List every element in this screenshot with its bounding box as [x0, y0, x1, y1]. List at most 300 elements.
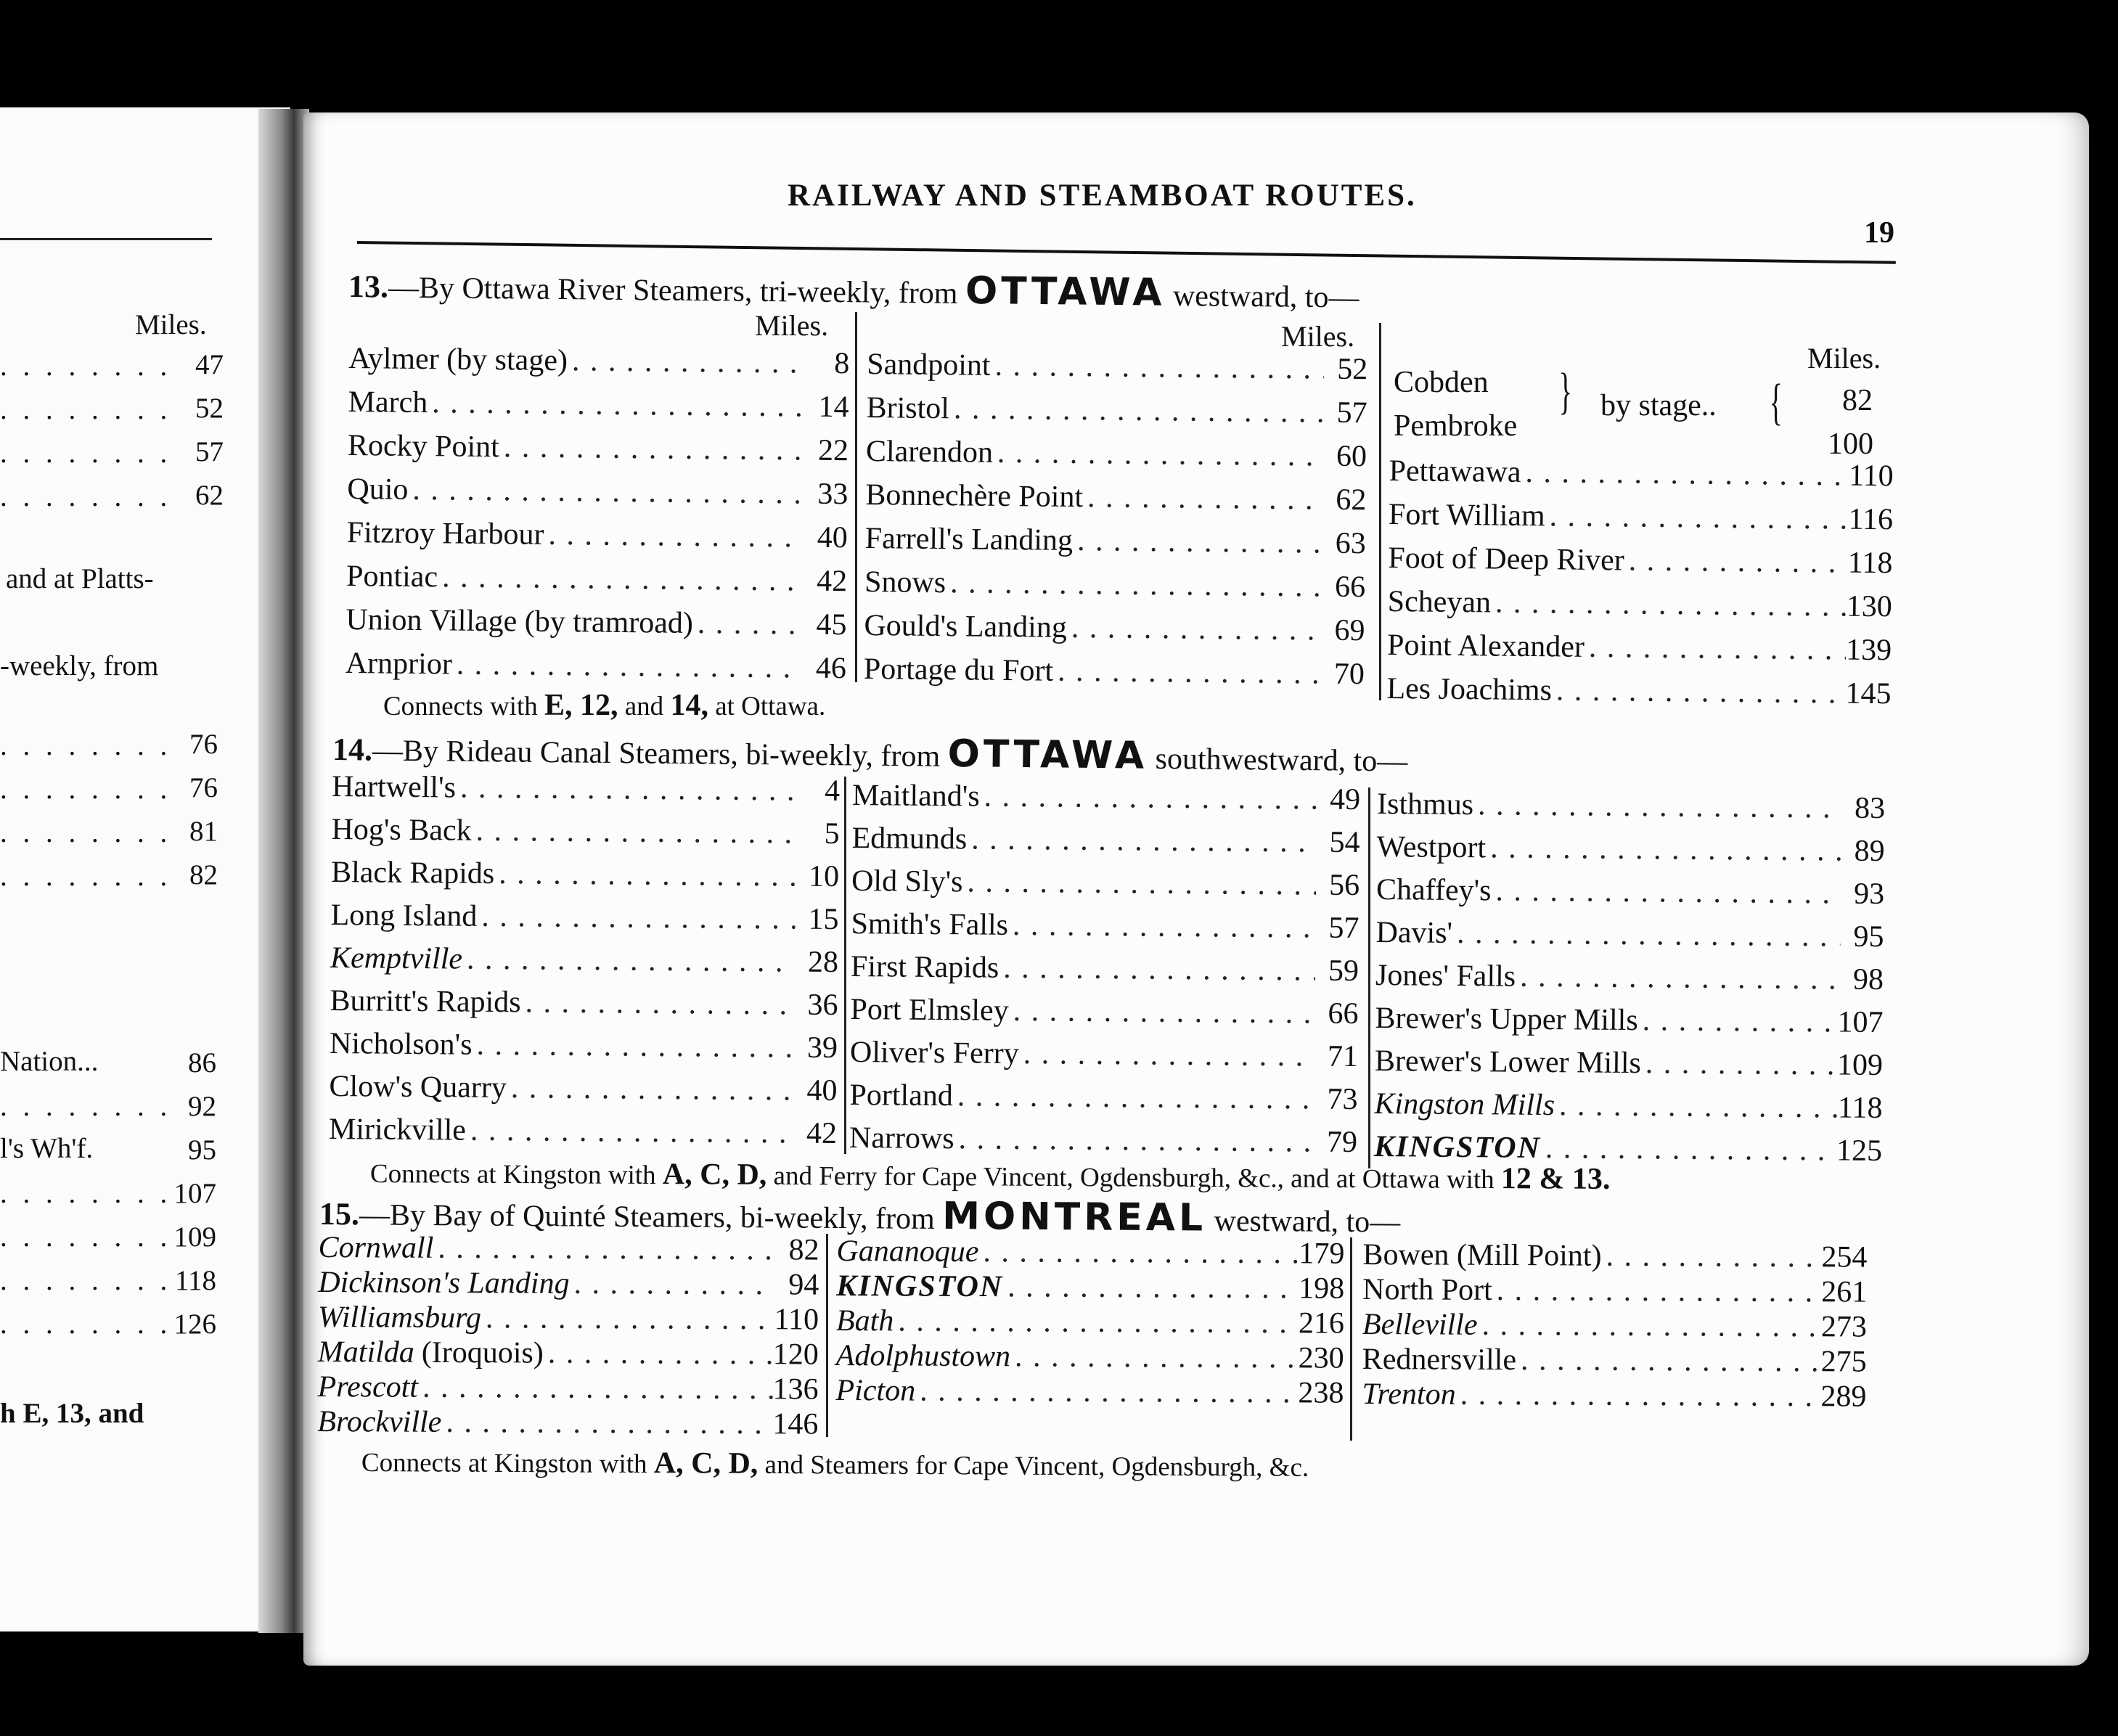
- route-row: [1389, 497, 1894, 546]
- connects-lines: 12 & 13.: [1500, 1162, 1611, 1196]
- stop-name: Bonnechère Point: [865, 478, 1084, 515]
- stop-name: Les Joachims: [1386, 671, 1553, 708]
- column-rule: [855, 312, 857, 682]
- route-row: [332, 769, 840, 816]
- stop-miles: 66: [1334, 570, 1366, 605]
- dot-leader: [441, 1405, 772, 1441]
- stop-miles: 261: [1821, 1275, 1868, 1309]
- dot-leader: [1516, 959, 1840, 997]
- miles-header: Miles.: [1281, 320, 1355, 353]
- section-15-col-1: [317, 1230, 819, 1442]
- route-row: [1375, 1001, 1883, 1048]
- route-row: [1374, 1086, 1882, 1134]
- left-miles: 62: [195, 480, 224, 511]
- stop-miles: 82: [1842, 384, 1873, 417]
- route-row: [330, 1026, 838, 1073]
- dot-leader: [1491, 873, 1841, 911]
- dot-leader: [993, 435, 1324, 474]
- stop-name: Scheyan: [1387, 584, 1492, 620]
- connects-lines: 14,: [670, 689, 708, 722]
- stop-name: Bath: [835, 1304, 894, 1338]
- route-row: [1362, 1307, 1867, 1345]
- stop-name: Foot of Deep River: [1388, 541, 1625, 578]
- column-rule: [844, 777, 846, 1154]
- left-miles: 57: [195, 436, 224, 467]
- route-row: [1362, 1272, 1867, 1310]
- section-lead: —By Rideau Canal Steamers, bi-weekly, from: [372, 734, 941, 774]
- stop-name: Rednersville: [1362, 1342, 1517, 1377]
- stop-miles: 238: [1298, 1376, 1344, 1410]
- route-row: [1376, 872, 1884, 920]
- stop-name: Isthmus: [1376, 787, 1474, 822]
- stop-miles: 118: [1847, 546, 1893, 581]
- stop-name: Gould's Landing: [864, 608, 1068, 644]
- dot-leader: [1010, 1339, 1299, 1375]
- dot-leader: [1456, 1377, 1821, 1414]
- stop-name: Port Elmsley: [850, 992, 1009, 1028]
- section-14-col-1: [329, 769, 841, 1159]
- route-row: [346, 559, 848, 607]
- dot-leader: [477, 899, 796, 937]
- stop-miles: 62: [1336, 483, 1367, 517]
- stop-miles: 52: [1336, 352, 1368, 387]
- connects-text: Connects at Kingston with: [369, 1159, 656, 1191]
- connects-text: at Ottawa.: [715, 692, 826, 721]
- dot-leader: [1545, 499, 1848, 536]
- stop-name: Rocky Point: [347, 429, 500, 464]
- section-14-connects: [370, 1155, 1611, 1197]
- route-row: [348, 341, 850, 390]
- section-tail: westward, to—: [1172, 279, 1359, 315]
- section-tail: southwestward, to—: [1155, 742, 1408, 779]
- stop-name: Dickinson's Landing: [318, 1266, 570, 1301]
- stop-miles: 110: [774, 1303, 819, 1337]
- stop-miles: 100: [1828, 427, 1873, 461]
- section-14-col-2: [849, 778, 1361, 1168]
- stop-name: Aylmer (by stage): [348, 342, 568, 378]
- left-fragment: h E, 13, and: [0, 1398, 144, 1429]
- stop-miles: 275: [1820, 1345, 1867, 1379]
- route-row: [864, 521, 1366, 570]
- dot-leader: [1601, 1239, 1821, 1275]
- stop-miles: 139: [1845, 633, 1892, 668]
- stop-name: Portland: [849, 1078, 954, 1113]
- stage-note: by stage..: [1600, 389, 1717, 422]
- stop-name: Nicholson's: [329, 1026, 473, 1062]
- stop-miles: 39: [806, 1031, 838, 1065]
- left-leader: . . . . . . . .: [0, 1309, 172, 1340]
- stop-miles: 130: [1846, 589, 1892, 624]
- route-row: [849, 1078, 1357, 1125]
- left-leader: . . . . . . . .: [0, 1265, 172, 1296]
- left-leader: . . . . . . . .: [0, 817, 172, 848]
- route-row: [318, 1335, 819, 1372]
- dot-leader: [499, 430, 806, 467]
- dot-leader: [915, 1374, 1299, 1411]
- stop-name: Adolphustown: [835, 1338, 1011, 1374]
- left-miles: 109: [173, 1221, 216, 1253]
- left-leader: . . . . . . . .: [0, 774, 172, 805]
- connects-text: and: [624, 692, 664, 721]
- left-miles: 126: [173, 1309, 216, 1340]
- dot-leader: [428, 385, 806, 424]
- route-row: [866, 390, 1367, 439]
- route-row: [330, 898, 838, 945]
- stop-name: Union Village (by tramroad): [345, 602, 694, 641]
- left-leader: . . . . . . . .: [0, 438, 172, 469]
- stop-name: Westport: [1376, 830, 1487, 865]
- dot-leader: [990, 348, 1324, 387]
- route-row: [864, 608, 1365, 657]
- stop-miles: 40: [806, 1073, 838, 1108]
- dot-leader: [1521, 455, 1849, 494]
- dot-leader: [520, 985, 794, 1022]
- left-fragment: Nation...: [0, 1046, 99, 1077]
- route-row: [864, 565, 1366, 613]
- stop-name: Portage du Fort: [863, 652, 1054, 688]
- dot-leader: [1067, 610, 1322, 648]
- route-row: [851, 906, 1359, 954]
- route-row: [1375, 1044, 1883, 1091]
- stop-miles: 45: [816, 607, 847, 642]
- dot-leader: [1053, 654, 1321, 692]
- section-lead: —By Ottawa River Steamers, tri-weekly, from: [388, 271, 958, 311]
- connects-text: Connects with: [383, 692, 538, 721]
- running-head: RAILWAY AND STEAMBOAT ROUTES.: [788, 179, 1417, 213]
- stop-miles: 28: [807, 945, 839, 980]
- stop-miles: 289: [1820, 1380, 1867, 1414]
- stop-miles: 116: [1848, 502, 1894, 537]
- route-row: [329, 1112, 837, 1159]
- dot-leader: [1018, 1036, 1314, 1074]
- stop-miles: 63: [1335, 526, 1366, 561]
- stop-miles: 36: [807, 988, 838, 1023]
- stop-name: Hartwell's: [331, 770, 457, 805]
- stop-miles: 33: [817, 477, 849, 512]
- stop-miles: 110: [1848, 459, 1894, 494]
- dot-leader: [1641, 1046, 1838, 1082]
- route-row: [1375, 915, 1884, 962]
- route-row: [1387, 628, 1892, 676]
- stop-miles: 70: [1333, 657, 1365, 692]
- route-row: [850, 992, 1358, 1039]
- stop-miles: 136: [772, 1372, 819, 1407]
- stop-miles: 60: [1336, 439, 1367, 474]
- stop-miles: 69: [1334, 613, 1365, 648]
- connects-lines: E, 12,: [544, 689, 618, 722]
- stop-miles: 40: [817, 520, 848, 555]
- stop-miles: 42: [806, 1116, 838, 1151]
- stop-name: Clarendon: [865, 435, 994, 470]
- stop-name: Pettawawa: [1389, 454, 1521, 489]
- stop-miles: 146: [772, 1407, 819, 1441]
- section-13-col-2: [863, 347, 1367, 700]
- dot-leader: [979, 779, 1317, 817]
- dot-leader: [1083, 480, 1323, 517]
- section-15-connects: [361, 1444, 1309, 1484]
- stop-name: Cornwall: [318, 1231, 434, 1265]
- stop-name: Fitzroy Harbour: [346, 515, 544, 552]
- route-row: [330, 941, 838, 988]
- left-leader: . . . . . . . .: [0, 1091, 172, 1122]
- page-number: 19: [1864, 216, 1894, 250]
- left-miles: 47: [195, 349, 224, 380]
- dot-leader: [544, 517, 804, 555]
- stop-miles: 57: [1336, 396, 1367, 430]
- route-row: [865, 478, 1367, 526]
- route-row: [836, 1269, 1344, 1306]
- route-row: [1389, 454, 1894, 502]
- left-miles: 118: [174, 1265, 216, 1296]
- dot-leader: [894, 1303, 1299, 1340]
- dot-leader: [946, 565, 1322, 604]
- dot-leader: [949, 391, 1324, 430]
- route-row: [836, 1303, 1344, 1341]
- stop-miles: 10: [808, 859, 840, 894]
- stop-name: Picton: [835, 1373, 916, 1408]
- dot-leader: [1585, 630, 1847, 668]
- stop-name: Gananoque: [836, 1235, 979, 1269]
- column-rule: [1350, 1237, 1352, 1441]
- stop-name: Clow's Quarry: [329, 1069, 507, 1105]
- stop-name: KINGSTON: [1373, 1129, 1542, 1165]
- section-14-col-3: [1374, 787, 1886, 1176]
- route-row: [317, 1404, 818, 1442]
- left-miles: 76: [189, 772, 218, 803]
- route-row: [1375, 958, 1884, 1005]
- route-row: [1362, 1377, 1866, 1414]
- connects-lines: A, C, D,: [662, 1158, 767, 1192]
- stop-name: First Rapids: [850, 950, 999, 985]
- left-leader: . . . . . . . .: [0, 861, 172, 892]
- stop-name: Sandpoint: [867, 348, 991, 382]
- route-row: [851, 821, 1359, 868]
- stop-miles: 93: [1853, 877, 1885, 912]
- stop-name: Hog's Back: [331, 813, 472, 848]
- stop-name: Long Island: [330, 898, 478, 933]
- stop-name: Fort William: [1388, 498, 1545, 533]
- stop-miles: 56: [1328, 868, 1360, 903]
- stop-name: Bowen (Mill Point): [1362, 1238, 1602, 1273]
- stop-name: Snows: [864, 565, 946, 600]
- stop-miles: 42: [816, 564, 848, 599]
- section-lead: —By Bay of Quinté Steamers, bi-weekly, from: [359, 1198, 935, 1236]
- column-rule: [1379, 323, 1381, 700]
- stop-miles: 109: [1836, 1048, 1884, 1083]
- stop-name: Williamsburg: [318, 1301, 482, 1335]
- stop-miles: 107: [1837, 1005, 1884, 1040]
- section-13-connects: [383, 688, 825, 723]
- route-row: [329, 1069, 837, 1116]
- left-leader: . . . . . . . .: [0, 730, 172, 761]
- route-row: [1386, 671, 1892, 720]
- stop-name: KINGSTON: [836, 1269, 1004, 1304]
- stop-name: Narrows: [849, 1121, 954, 1156]
- stop-name: Matilda: [317, 1335, 414, 1369]
- stop-name: Trenton: [1362, 1377, 1456, 1412]
- route-row: [318, 1300, 819, 1338]
- route-row: [835, 1373, 1344, 1411]
- stop-name: Burritt's Rapids: [330, 983, 521, 1020]
- stop-miles: 179: [1299, 1237, 1345, 1271]
- route-row: [1377, 787, 1885, 834]
- left-miles: 82: [189, 859, 218, 890]
- left-head-rule: [0, 238, 212, 240]
- left-miles: 86: [188, 1047, 216, 1078]
- section-13-col-3: [1386, 454, 1894, 720]
- section-13-col-1: [345, 341, 849, 695]
- dot-leader: [954, 1121, 1314, 1159]
- dot-leader: [494, 856, 796, 894]
- dot-leader: [1008, 908, 1316, 946]
- dot-leader: [1486, 830, 1841, 868]
- dot-leader: [433, 1231, 776, 1267]
- stop-name: Maitland's: [851, 779, 980, 814]
- dot-leader: [569, 1266, 775, 1302]
- stop-miles: 8: [833, 347, 850, 381]
- stop-name: Point Alexander: [1386, 628, 1585, 664]
- stop-miles: 198: [1299, 1272, 1345, 1306]
- stop-miles: 94: [788, 1268, 819, 1302]
- dot-leader: [1492, 1273, 1822, 1309]
- route-row: [1376, 830, 1884, 877]
- route-row: [347, 472, 849, 520]
- dot-leader: [953, 1078, 1314, 1116]
- connects-text: and Steamers for Cape Vincent, Ogdensburgh, &c.: [764, 1449, 1309, 1483]
- section-city: OTTAWA: [947, 732, 1148, 778]
- miles-header: Miles.: [1807, 342, 1881, 374]
- route-row: [1362, 1237, 1867, 1275]
- route-row: [318, 1265, 819, 1303]
- stop-miles: 273: [1820, 1310, 1868, 1344]
- route-row: [348, 385, 849, 433]
- stop-name: Black Rapids: [330, 856, 495, 890]
- left-miles: 92: [188, 1091, 216, 1122]
- section-15-col-3: [1362, 1237, 1867, 1414]
- stop-miles: 5: [824, 816, 840, 851]
- left-miles: 52: [195, 393, 224, 424]
- stop-name: North Port: [1362, 1273, 1492, 1307]
- stop-miles: 15: [808, 902, 839, 937]
- stop-miles: 71: [1327, 1039, 1359, 1074]
- section-tail: westward, to—: [1214, 1204, 1401, 1240]
- route-row: [348, 428, 849, 477]
- dot-leader: [962, 864, 1316, 902]
- stop-name: Kingston Mills: [1374, 1086, 1555, 1123]
- brace-mark: {: [1769, 374, 1783, 430]
- column-rule: [826, 1234, 828, 1437]
- route-row: [850, 1035, 1358, 1082]
- dot-leader: [456, 771, 797, 808]
- stop-miles: 95: [1853, 920, 1884, 954]
- left-leader: . . . . . . . .: [0, 1178, 172, 1209]
- stop-name: Smith's Falls: [851, 907, 1009, 942]
- dot-leader: [408, 472, 804, 512]
- dot-leader: [452, 647, 804, 686]
- connects-text: Connects at Kingston with: [361, 1448, 647, 1480]
- route-row: [836, 1338, 1344, 1376]
- route-row: [345, 602, 847, 651]
- route-row: [331, 855, 839, 902]
- dot-leader: [1491, 585, 1847, 623]
- stop-miles: 79: [1326, 1125, 1358, 1160]
- dot-leader: [1003, 1269, 1299, 1306]
- stop-name: Old Sly's: [851, 864, 963, 899]
- stop-miles: 118: [1837, 1091, 1883, 1126]
- stop-name: Cobden: [1394, 366, 1489, 399]
- stop-miles: 54: [1329, 825, 1360, 860]
- route-row: [851, 949, 1359, 996]
- connects-lines: A, C, D,: [653, 1446, 759, 1481]
- left-leader: . . . . . . . .: [0, 351, 172, 382]
- section-number: 14.: [332, 732, 373, 768]
- route-row: [319, 1230, 819, 1268]
- stop-miles: 83: [1854, 791, 1886, 826]
- stop-name-extra: (Iroquois): [421, 1335, 544, 1370]
- dot-leader: [1452, 916, 1841, 954]
- stop-miles: 46: [815, 651, 847, 686]
- left-miles: 95: [188, 1134, 216, 1166]
- stop-name: March: [348, 385, 428, 420]
- stop-miles: 98: [1852, 962, 1884, 997]
- dot-leader: [978, 1235, 1299, 1271]
- stop-name: Pontiac: [345, 559, 438, 594]
- dot-leader: [999, 951, 1315, 988]
- stop-miles: 125: [1836, 1134, 1883, 1168]
- section-city: MONTREAL: [942, 1194, 1207, 1240]
- left-miles: 81: [189, 816, 218, 847]
- section-city: OTTAWA: [965, 269, 1166, 315]
- dot-leader: [481, 1301, 774, 1337]
- dot-leader: [507, 1070, 794, 1107]
- stop-miles: 14: [818, 390, 849, 425]
- stop-name: Belleville: [1362, 1308, 1478, 1342]
- route-row: [1387, 584, 1892, 633]
- route-row: [1362, 1342, 1867, 1380]
- dot-leader: [544, 1336, 773, 1372]
- stop-miles: 49: [1329, 782, 1361, 817]
- column-rule: [1368, 787, 1370, 1168]
- stop-name: Brockville: [317, 1404, 442, 1439]
- miles-header: Miles.: [755, 309, 829, 342]
- dot-leader: [462, 942, 795, 980]
- left-miles: 76: [189, 729, 218, 760]
- stop-name: Brewer's Upper Mills: [1375, 1001, 1638, 1038]
- stop-name: Pembroke: [1394, 409, 1518, 443]
- book-gutter: [258, 109, 309, 1633]
- route-row: [1388, 541, 1893, 589]
- route-row: [346, 515, 848, 564]
- section-number: 13.: [348, 269, 389, 305]
- left-miles-label: Miles.: [135, 309, 207, 340]
- stop-miles: 254: [1821, 1240, 1868, 1274]
- stop-miles: 57: [1328, 911, 1359, 946]
- stop-name: Farrell's Landing: [864, 521, 1074, 557]
- stop-name: Mirickville: [328, 1112, 467, 1147]
- dot-leader: [1552, 673, 1846, 711]
- connects-text: and Ferry for Cape Vincent, Ogdensburgh, &c., and at Ottawa with: [773, 1160, 1495, 1195]
- stop-miles: 216: [1298, 1306, 1345, 1340]
- section-number: 15.: [319, 1196, 360, 1232]
- stop-miles: 82: [788, 1233, 819, 1267]
- left-leader: . . . . . . . .: [0, 1221, 172, 1253]
- stop-miles: 230: [1298, 1341, 1344, 1375]
- route-row: [863, 652, 1365, 700]
- dot-leader: [418, 1370, 773, 1407]
- dot-leader: [1637, 1003, 1837, 1039]
- dot-leader: [471, 814, 796, 851]
- route-row: [331, 812, 839, 859]
